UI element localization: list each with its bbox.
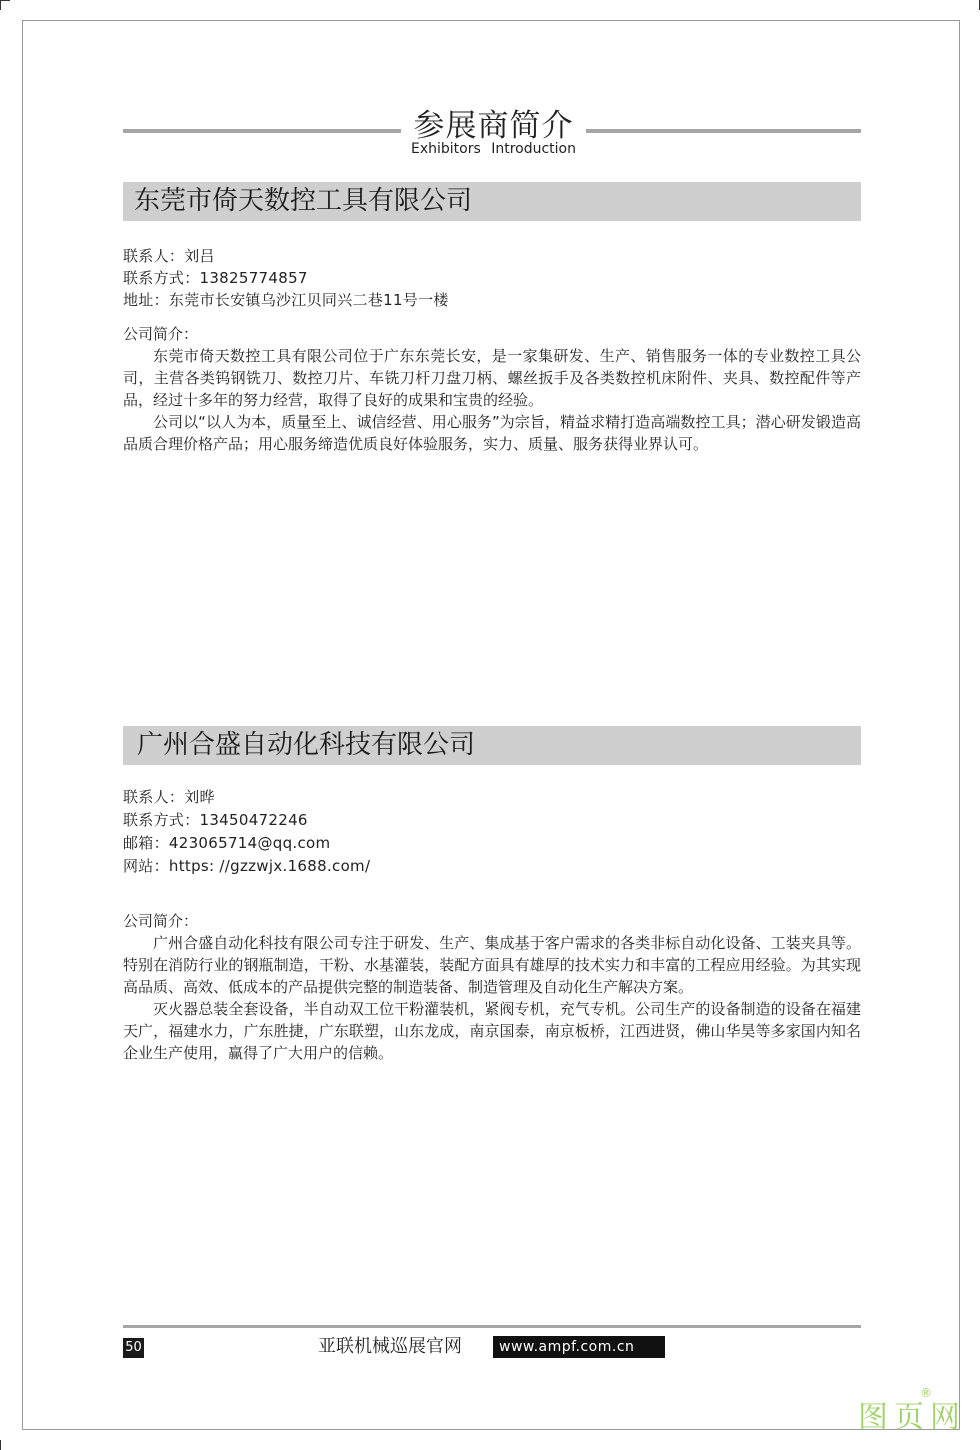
intro-label: 公司简介： xyxy=(123,325,199,343)
company-title-bar xyxy=(123,726,861,765)
company-introduction xyxy=(123,910,861,1064)
contact-phone: 联系方式：13825774857 xyxy=(123,269,308,287)
intro-paragraph: 公司以“以人为本，质量至上、诚信经营、用心服务”为宗旨，精益求精打造高端数控工具；潜心研发锻造高品质合理价格产品；用心服务缔造优质良好体验服务，实力、质量、服务获得业界认可。 xyxy=(123,413,861,453)
footer-rule xyxy=(123,1325,861,1328)
page-number: 50 xyxy=(123,1338,144,1358)
footer-brand: 亚联机械巡展官网 xyxy=(318,1336,462,1357)
crop-mark xyxy=(0,1440,1,1450)
contact-person: 联系人：刘吕 xyxy=(123,247,215,265)
watermark-text: 图页网 xyxy=(858,1400,966,1435)
company-contact-info xyxy=(123,786,861,877)
crop-mark xyxy=(0,0,1,10)
company-title-bar xyxy=(123,182,861,221)
intro-paragraph: 灭火器总装全套设备，半自动双工位干粉灌装机，紧阀专机，充气专机。公司生产的设备制造的设备在福建天广，福建水力，广东胜捷，广东联塑，山东龙成，南京国泰，南京板桥，江西进贤，佛山华昊等多家国内知名企业生产使用，赢得了广大用户的信赖。 xyxy=(123,1000,861,1062)
crop-mark xyxy=(0,0,10,1)
company-introduction xyxy=(123,323,861,455)
watermark xyxy=(858,1386,966,1438)
contact-phone: 联系方式：13450472246 xyxy=(123,811,308,829)
contact-person: 联系人：刘晔 xyxy=(123,788,215,806)
intro-paragraph: 广州合盛自动化科技有限公司专注于研发、生产、集成基于客户需求的各类非标自动化设备、工装夹具等。特别在消防行业的钢瓶制造，干粉、水基灌装，装配方面具有雄厚的技术实力和丰富的工程应用经验。为其实现高品质、高效、低成本的产品提供完整的制造装备、制造管理及自动化生产解决方案。 xyxy=(123,934,861,996)
company-contact-info xyxy=(123,245,861,311)
page-border xyxy=(22,20,960,1430)
page-subtitle: Exhibitors Introduction xyxy=(410,141,576,157)
header-rule-right xyxy=(586,129,861,133)
page-header xyxy=(123,96,861,166)
page-title: 参展商简介 xyxy=(413,108,574,144)
company-name: 广州合盛自动化科技有限公司 xyxy=(137,730,476,760)
company-website: 网站：https: //gzzwjx.1688.com/ xyxy=(123,857,371,875)
company-address: 地址：东莞市长安镇乌沙江贝同兴二巷11号一楼 xyxy=(123,291,449,309)
intro-label: 公司简介： xyxy=(123,912,199,930)
header-rule-left xyxy=(123,129,401,133)
intro-paragraph: 东莞市倚天数控工具有限公司位于广东东莞长安，是一家集研发、生产、销售服务一体的专业数控工具公司，主营各类钨钢铣刀、数控刀片、车铣刀杆刀盘刀柄、螺丝扳手及各类数控机床附件、夹具、数控配件等产品，经过十多年的努力经营，取得了良好的成果和宝贵的经验。 xyxy=(123,347,861,409)
footer-url: www.ampf.com.cn xyxy=(493,1336,665,1358)
registered-mark-icon: ® xyxy=(920,1386,932,1400)
company-email: 邮箱：423065714@qq.com xyxy=(123,834,331,852)
company-name: 东莞市倚天数控工具有限公司 xyxy=(134,186,473,216)
